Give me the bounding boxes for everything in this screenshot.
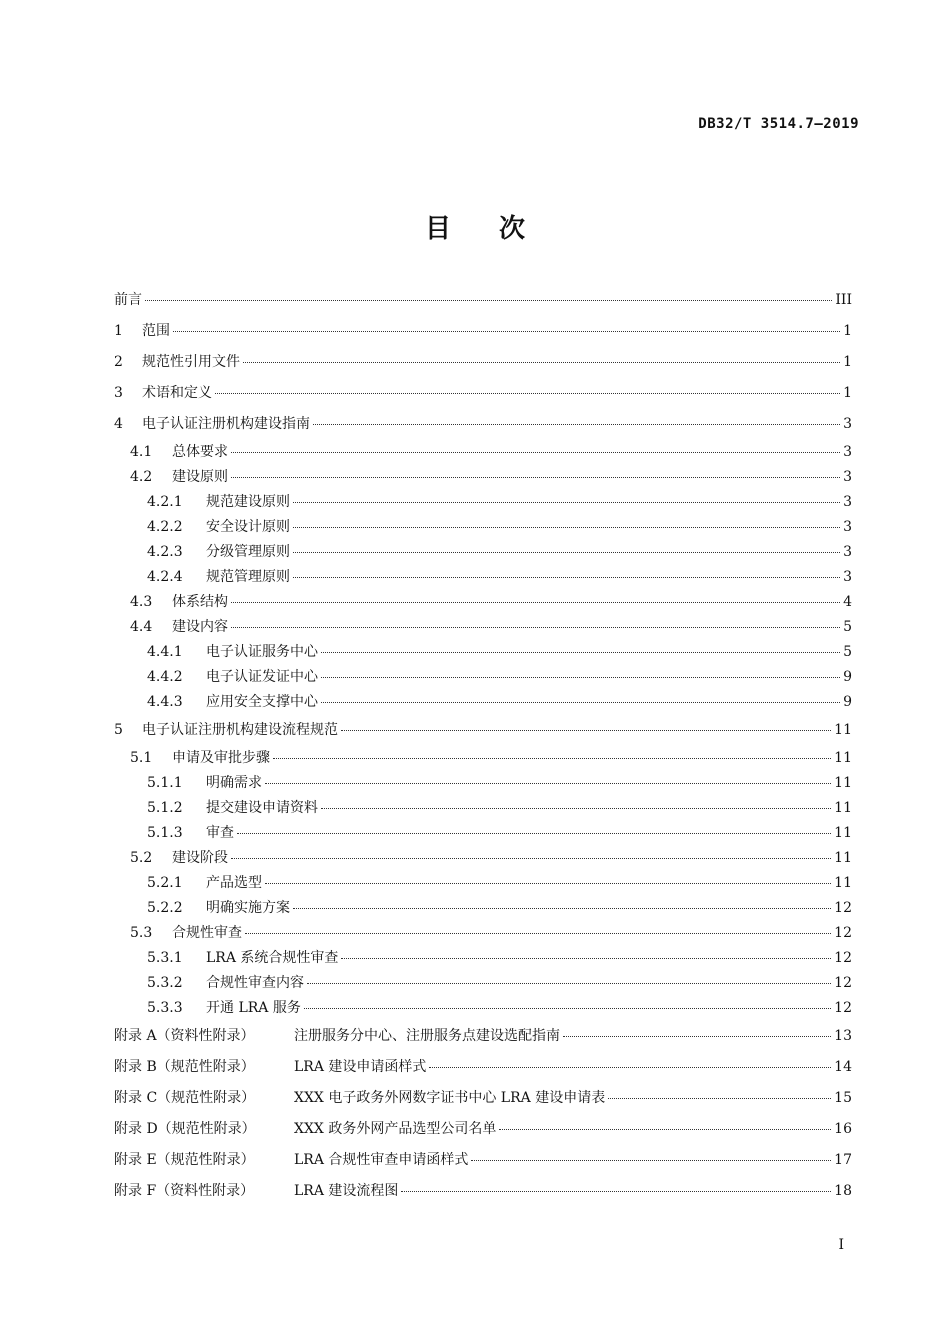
toc-entry-title: LRA 建设流程图 — [294, 1183, 399, 1199]
toc-entry[interactable] — [114, 285, 852, 316]
toc-entry[interactable] — [114, 796, 852, 821]
toc-entry[interactable] — [114, 316, 852, 347]
toc-entry[interactable] — [114, 490, 852, 515]
toc-leader-dots — [265, 783, 831, 784]
toc-leader-dots — [341, 730, 831, 731]
toc-entry-number: 5.3.3 — [147, 1000, 183, 1016]
toc-entry-page: 3 — [843, 444, 852, 460]
toc-entry-title: XXX 电子政务外网数字证书中心 LRA 建设申请表 — [294, 1090, 606, 1106]
toc-entry-page: 3 — [843, 469, 852, 485]
page-number: I — [838, 1237, 844, 1253]
toc-entry-title: 分级管理原则 — [206, 544, 290, 560]
toc-entry-page: 11 — [834, 825, 852, 841]
toc-leader-dots — [293, 552, 840, 553]
toc-entry-number: 附录 D（规范性附录） — [114, 1121, 256, 1137]
toc-leader-dots — [304, 1008, 831, 1009]
toc-entry-title: 注册服务分中心、注册服务点建设选配指南 — [294, 1028, 560, 1044]
toc-entry[interactable] — [114, 515, 852, 540]
toc-entry-page: 11 — [834, 850, 852, 866]
toc-entry[interactable] — [114, 946, 852, 971]
toc-entry-title: 电子认证注册机构建设流程规范 — [142, 722, 338, 738]
toc-entry[interactable] — [114, 615, 852, 640]
toc-leader-dots — [341, 958, 831, 959]
toc-entry-page: 18 — [834, 1183, 852, 1199]
toc-leader-dots — [231, 858, 831, 859]
toc-leader-dots — [231, 627, 840, 628]
toc-entry-number: 5 — [114, 722, 123, 738]
toc-entry-page: 3 — [843, 494, 852, 510]
toc-entry-number: 5.3.1 — [147, 950, 183, 966]
toc-entry-title: 体系结构 — [172, 594, 228, 610]
toc-entry-page: 1 — [843, 323, 852, 339]
toc-entry-page: 15 — [834, 1090, 852, 1106]
toc-entry-page: 17 — [834, 1152, 852, 1168]
toc-entry-page: 12 — [834, 950, 852, 966]
toc-entry-title: 合规性审查内容 — [206, 975, 304, 991]
toc-leader-dots — [145, 300, 832, 301]
toc-entry[interactable] — [114, 665, 852, 690]
title-char-1: 目 — [424, 214, 451, 244]
toc-entry-number: 4.2.4 — [147, 569, 183, 585]
toc-entry-number: 附录 F（资料性附录） — [114, 1183, 255, 1199]
toc-entry[interactable] — [114, 565, 852, 590]
toc-entry-page: 11 — [834, 750, 852, 766]
toc-entry[interactable] — [114, 871, 852, 896]
toc-entry[interactable] — [114, 465, 852, 490]
toc-entry-number: 5.1.2 — [147, 800, 183, 816]
toc-leader-dots — [401, 1191, 831, 1192]
toc-entry[interactable] — [114, 540, 852, 565]
toc-entry[interactable] — [114, 771, 852, 796]
toc-leader-dots — [243, 362, 840, 363]
toc-entry-page: 13 — [834, 1028, 852, 1044]
toc-leader-dots — [471, 1160, 831, 1161]
page-title — [0, 208, 950, 245]
toc-entry-title: 明确需求 — [206, 775, 262, 791]
toc-entry-title: 应用安全支撑中心 — [206, 694, 318, 710]
document-code: DB32/T 3514.7—2019 — [698, 116, 859, 132]
toc-entry-number: 5.2.2 — [147, 900, 183, 916]
toc-entry-number: 4 — [114, 416, 123, 432]
toc-entry-number: 4.3 — [130, 594, 153, 610]
toc-entry-title: LRA 系统合规性审查 — [206, 950, 339, 966]
toc-leader-dots — [173, 331, 840, 332]
toc-entry-page: 12 — [834, 975, 852, 991]
toc-entry-title: 合规性审查 — [172, 925, 242, 941]
toc-leader-dots — [273, 758, 831, 759]
toc-entry-number: 附录 E（规范性附录） — [114, 1152, 255, 1168]
toc-leader-dots — [293, 577, 840, 578]
toc-entry[interactable] — [114, 409, 852, 440]
toc-leader-dots — [321, 677, 840, 678]
toc-entry-number: 2 — [114, 354, 123, 370]
toc-entry[interactable] — [114, 347, 852, 378]
toc-leader-dots — [307, 983, 831, 984]
toc-appendix-entry[interactable] — [114, 1021, 852, 1052]
toc-entry[interactable] — [114, 846, 852, 871]
toc-entry[interactable] — [114, 996, 852, 1021]
toc-entry-page: 16 — [834, 1121, 852, 1137]
toc-entry-number: 附录 C（规范性附录） — [114, 1090, 256, 1106]
toc-entry-number: 1 — [114, 323, 123, 339]
toc-entry-page: 5 — [843, 619, 852, 635]
toc-entry-page: 9 — [843, 669, 852, 685]
toc-entry-page: 3 — [843, 544, 852, 560]
toc-entry-number: 5.3 — [130, 925, 153, 941]
toc-leader-dots — [499, 1129, 831, 1130]
toc-appendix-entry[interactable] — [114, 1176, 852, 1207]
toc-entry[interactable] — [114, 640, 852, 665]
toc-entry-title: 建设原则 — [172, 469, 228, 485]
toc-entry-number: 附录 A（资料性附录） — [114, 1028, 255, 1044]
toc-entry-number: 5.1.3 — [147, 825, 183, 841]
toc-entry-title: 电子认证发证中心 — [206, 669, 318, 685]
toc-entry-title: LRA 合规性审查申请函样式 — [294, 1152, 469, 1168]
toc-leader-dots — [321, 652, 840, 653]
toc-leader-dots — [231, 602, 840, 603]
toc-leader-dots — [321, 808, 831, 809]
toc-entry-page: 9 — [843, 694, 852, 710]
toc-entry-title: 安全设计原则 — [206, 519, 290, 535]
toc-entry-number: 4.4.2 — [147, 669, 183, 685]
toc-entry-page: 3 — [843, 416, 852, 432]
toc-entry-title: 规范性引用文件 — [142, 354, 240, 370]
toc-entry-page: 11 — [834, 775, 852, 791]
toc-entry-title: 开通 LRA 服务 — [206, 1000, 301, 1016]
toc-entry-page: 3 — [843, 569, 852, 585]
toc-entry-number: 4.4.1 — [147, 644, 183, 660]
toc-entry-page: 11 — [834, 722, 852, 738]
toc-entry-number: 4.2 — [130, 469, 153, 485]
toc-entry-title: 建设内容 — [172, 619, 228, 635]
toc-leader-dots — [608, 1098, 831, 1099]
toc-leader-dots — [215, 393, 840, 394]
toc-entry-title: 建设阶段 — [172, 850, 228, 866]
toc-entry-title: 范围 — [142, 323, 170, 339]
title-char-2: 次 — [499, 214, 526, 244]
toc-entry[interactable] — [114, 690, 852, 715]
toc-entry[interactable] — [114, 896, 852, 921]
toc-entry-page: 3 — [843, 519, 852, 535]
toc-leader-dots — [231, 477, 840, 478]
toc-entry-page: 14 — [834, 1059, 852, 1075]
toc-entry-page: III — [835, 292, 852, 308]
toc-entry-page: 11 — [834, 800, 852, 816]
toc-entry-number: 附录 B（规范性附录） — [114, 1059, 255, 1075]
toc-entry[interactable] — [114, 971, 852, 996]
toc-entry-page: 1 — [843, 385, 852, 401]
table-of-contents — [114, 285, 852, 1207]
toc-entry[interactable] — [114, 921, 852, 946]
toc-entry-title: 电子认证注册机构建设指南 — [142, 416, 310, 432]
toc-appendix-entry[interactable] — [114, 1114, 852, 1145]
toc-entry[interactable] — [114, 746, 852, 771]
toc-entry-number: 4.4 — [130, 619, 153, 635]
toc-entry-title: 产品选型 — [206, 875, 262, 891]
toc-entry[interactable] — [114, 715, 852, 746]
toc-entry-page: 5 — [843, 644, 852, 660]
toc-entry-page: 1 — [843, 354, 852, 370]
toc-entry-title: LRA 建设申请函样式 — [294, 1059, 427, 1075]
toc-entry[interactable] — [114, 440, 852, 465]
toc-entry-page: 11 — [834, 875, 852, 891]
toc-leader-dots — [429, 1067, 831, 1068]
toc-entry-title: 规范建设原则 — [206, 494, 290, 510]
toc-entry-title: 申请及审批步骤 — [172, 750, 270, 766]
toc-leader-dots — [293, 908, 831, 909]
toc-appendix-entry[interactable] — [114, 1052, 852, 1083]
toc-entry[interactable] — [114, 378, 852, 409]
toc-entry-number: 5.3.2 — [147, 975, 183, 991]
toc-entry-number: 4.2.3 — [147, 544, 183, 560]
toc-leader-dots — [293, 527, 840, 528]
toc-entry-page: 12 — [834, 900, 852, 916]
toc-entry-number: 5.1 — [130, 750, 153, 766]
toc-leader-dots — [237, 833, 831, 834]
toc-entry-number: 5.2 — [130, 850, 153, 866]
toc-entry-title: 明确实施方案 — [206, 900, 290, 916]
toc-leader-dots — [313, 424, 840, 425]
toc-entry-title: 前言 — [114, 292, 142, 308]
toc-entry-number: 4.4.3 — [147, 694, 183, 710]
toc-entry-number: 5.1.1 — [147, 775, 183, 791]
toc-entry-page: 12 — [834, 1000, 852, 1016]
toc-entry-number: 5.2.1 — [147, 875, 183, 891]
toc-leader-dots — [321, 702, 840, 703]
toc-entry-title: 术语和定义 — [142, 385, 212, 401]
toc-entry-title: 提交建设申请资料 — [206, 800, 318, 816]
toc-entry-title: 审查 — [206, 825, 234, 841]
toc-entry-number: 4.2.2 — [147, 519, 183, 535]
toc-appendix-entry[interactable] — [114, 1083, 852, 1114]
toc-leader-dots — [245, 933, 831, 934]
toc-entry-number: 4.2.1 — [147, 494, 183, 510]
toc-entry-page: 12 — [834, 925, 852, 941]
toc-entry[interactable] — [114, 590, 852, 615]
toc-entry-title: 总体要求 — [172, 444, 228, 460]
toc-leader-dots — [265, 883, 831, 884]
toc-appendix-entry[interactable] — [114, 1145, 852, 1176]
toc-entry[interactable] — [114, 821, 852, 846]
toc-entry-page: 4 — [843, 594, 852, 610]
toc-leader-dots — [231, 452, 840, 453]
toc-entry-number: 3 — [114, 385, 123, 401]
toc-entry-title: XXX 政务外网产品选型公司名单 — [294, 1121, 497, 1137]
toc-entry-number: 4.1 — [130, 444, 153, 460]
toc-leader-dots — [293, 502, 840, 503]
toc-entry-title: 电子认证服务中心 — [206, 644, 318, 660]
toc-entry-title: 规范管理原则 — [206, 569, 290, 585]
toc-leader-dots — [563, 1036, 831, 1037]
